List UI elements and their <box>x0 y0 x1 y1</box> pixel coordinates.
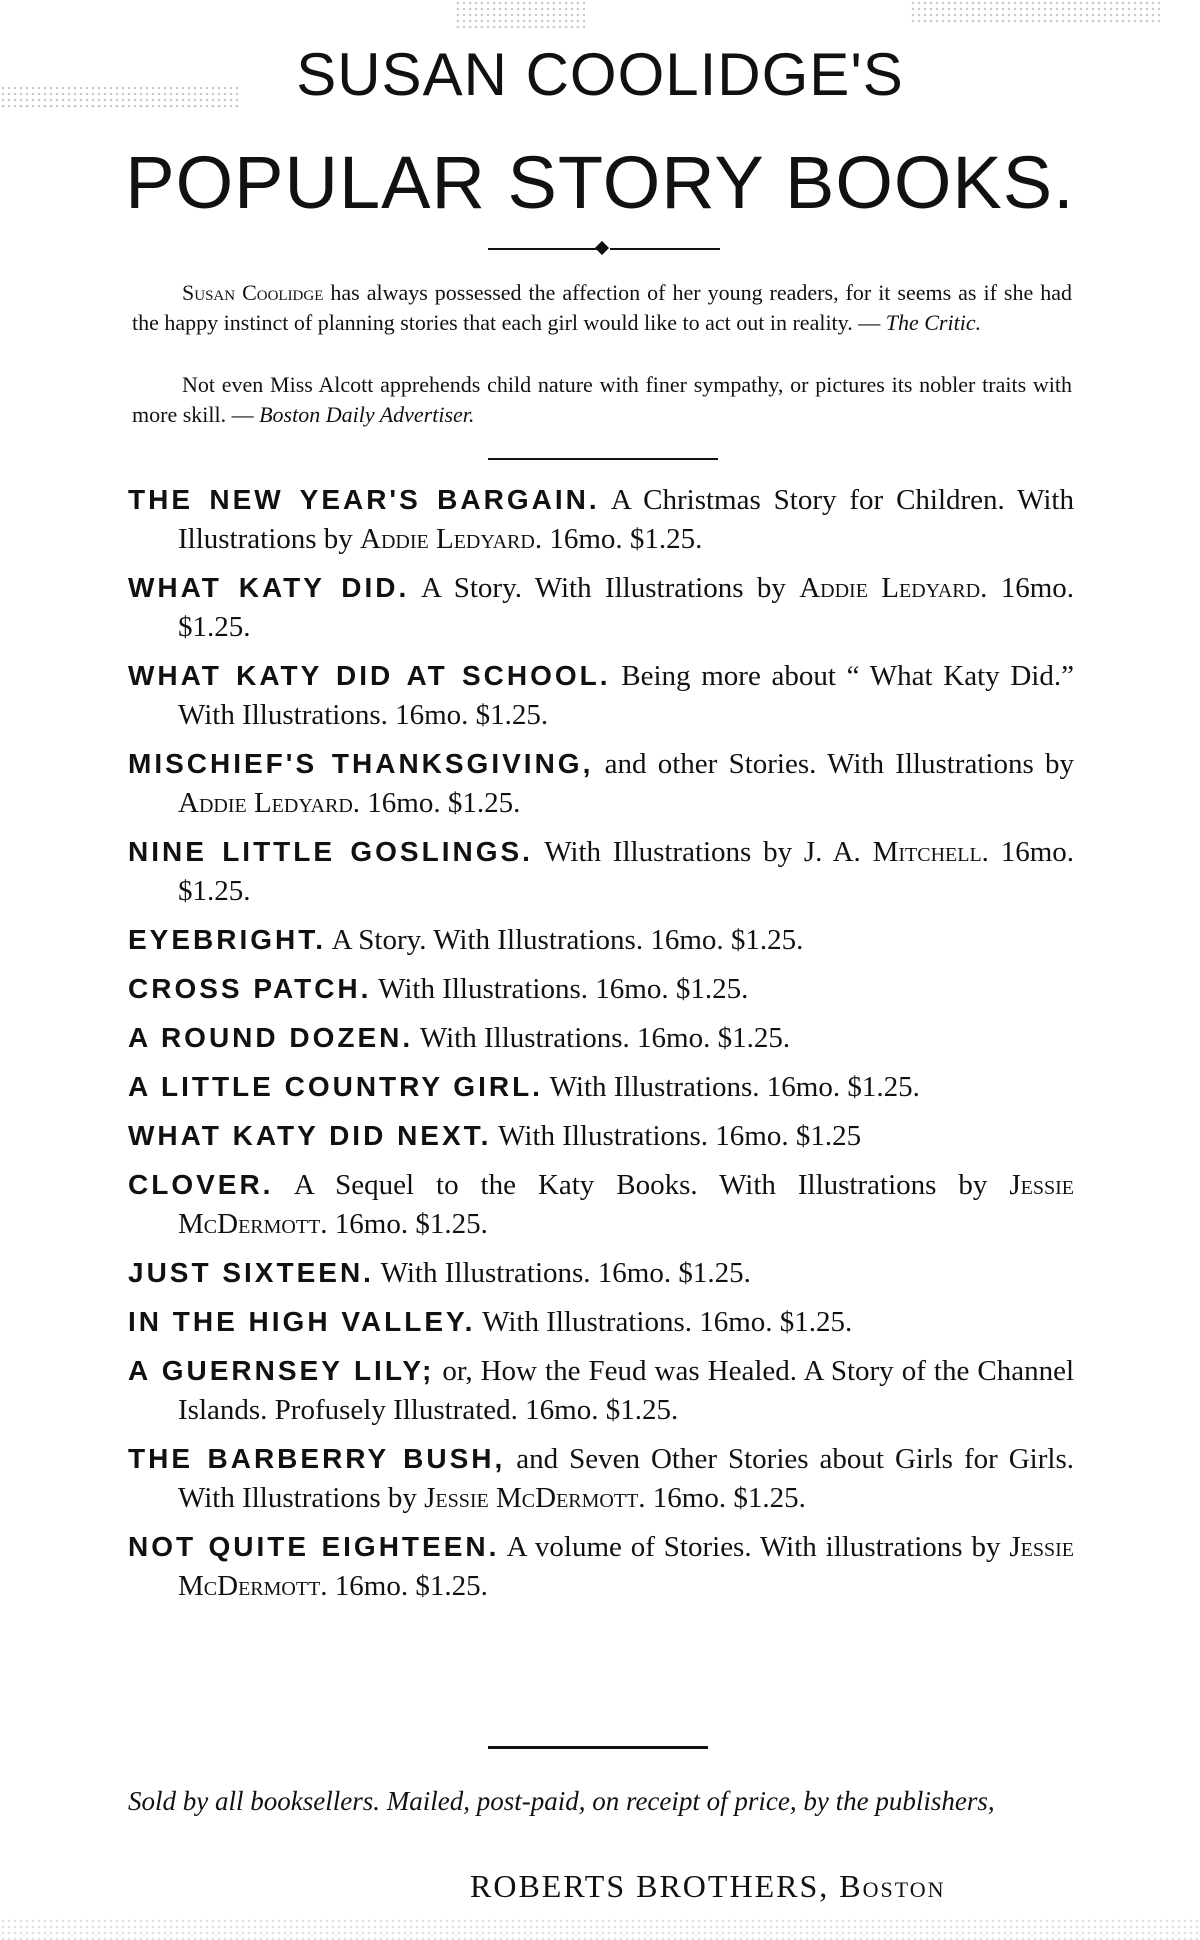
book-illustrator: Jessie McDermott. <box>424 1482 646 1514</box>
scan-speckle-bottom <box>0 1918 1200 1940</box>
list-item <box>128 744 1074 823</box>
book-details: 16mo. $1.25. <box>178 572 1075 643</box>
list-item <box>128 1165 1074 1244</box>
review-advertiser <box>132 370 1072 430</box>
book-description: or, How the Feud was Healed. A Story of the Channel Islands. Profusely Illustrated. <box>178 1355 1075 1426</box>
review-text: has always possessed the affection of her young readers, for it seems as if she had the happy instinct of planning stories that each girl would like to act out in reality. — <box>132 280 1072 335</box>
book-title: EYEBRIGHT. <box>128 924 327 955</box>
book-details: 16mo. $1.25. <box>759 1071 920 1103</box>
sales-note: Sold by all booksellers. Mailed, post-paid, on receipt of price, by the publishers, <box>128 1786 995 1816</box>
book-title: A ROUND DOZEN. <box>128 1022 414 1053</box>
list-item <box>128 832 1074 911</box>
book-details: 16mo. $1.25. <box>629 1022 791 1054</box>
book-title: CROSS PATCH. <box>128 973 372 1004</box>
publisher-city: Boston <box>839 1868 946 1904</box>
book-title: WHAT KATY DID. <box>128 572 410 603</box>
book-details: 16mo. $1.25. <box>588 973 749 1005</box>
book-illustrator: Addie Ledyard. <box>360 523 543 555</box>
book-details: 16mo. $1.25. <box>645 1482 806 1514</box>
page-title-line1: SUSAN COOLIDGE'S <box>296 41 904 108</box>
book-title: JUST SIXTEEN. <box>128 1257 374 1288</box>
scan-speckle-top-center <box>455 0 585 28</box>
publisher-name: ROBERTS BROTHERS, <box>470 1868 830 1904</box>
book-description: With Illustrations. <box>475 1306 692 1338</box>
book-description: With Illustrations by J. A. <box>532 836 873 868</box>
book-details: 16mo. $1.25. <box>590 1257 751 1289</box>
title-divider-right <box>610 248 720 250</box>
book-description: A Christmas Story for Children. With Illustrations by <box>178 484 1074 555</box>
book-title: WHAT KATY DID AT SCHOOL. <box>128 660 611 691</box>
book-title: NINE LITTLE GOSLINGS. <box>128 836 533 867</box>
book-details: 16mo. $1.25. <box>327 1208 488 1240</box>
book-title: IN THE HIGH VALLEY. <box>128 1306 476 1337</box>
book-illustrator: Jessie McDermott. <box>178 1531 1074 1602</box>
book-description: A Story. With Illustrations by <box>409 572 800 604</box>
book-description: With Illustrations. <box>542 1071 760 1103</box>
book-description: With Illustrations. <box>491 1120 709 1152</box>
list-item <box>128 969 1074 1009</box>
book-details: 16mo. $1.25. <box>643 924 804 956</box>
book-details: 16mo. $1.25 <box>708 1120 862 1152</box>
book-description: and other Stories. With Illustrations by <box>593 748 1074 780</box>
book-title: THE BARBERRY BUSH, <box>128 1443 506 1474</box>
book-title: THE NEW YEAR'S BARGAIN. <box>128 484 600 515</box>
book-details: 16mo. $1.25. <box>387 699 549 731</box>
book-description: A Story. With Illustrations. <box>326 924 644 956</box>
list-item <box>128 568 1074 647</box>
review-source: Boston Daily Advertiser. <box>259 402 475 427</box>
book-title: A LITTLE COUNTRY GIRL. <box>128 1071 543 1102</box>
page-title-line2: POPULAR STORY BOOKS. <box>125 141 1075 224</box>
scan-speckle-top-right <box>910 0 1160 24</box>
book-description: With Illustrations. <box>371 973 589 1005</box>
book-illustrator: Addie Ledyard. <box>799 572 988 604</box>
book-details: 16mo. $1.25. <box>542 523 703 555</box>
list-item <box>128 1439 1074 1518</box>
book-description: and Seven Other Stories about Girls for Girls. With Illustrations by <box>178 1443 1074 1514</box>
list-item <box>128 1116 1074 1156</box>
reviews-divider <box>488 458 718 460</box>
list-item <box>128 656 1074 735</box>
list-item <box>128 1351 1074 1430</box>
book-details: 16mo. $1.25. <box>517 1394 679 1426</box>
book-title: A GUERNSEY LILY; <box>128 1355 435 1386</box>
book-illustrator: Addie Ledyard. <box>178 787 361 819</box>
review-source: The Critic. <box>885 310 982 335</box>
book-description: Being more about “ What Katy Did.” With Illustrations. <box>178 660 1074 731</box>
book-title: MISCHIEF'S THANKSGIVING, <box>128 748 594 779</box>
book-illustrator: Mitchell. <box>872 836 989 868</box>
footer-divider <box>488 1746 708 1749</box>
book-illustrator: Jessie McDermott. <box>178 1169 1074 1240</box>
book-description: A Sequel to the Katy Books. With Illustrations by <box>273 1169 1010 1201</box>
list-item <box>128 920 1074 960</box>
review-author: Susan Coolidge <box>182 280 324 305</box>
list-item <box>128 1302 1074 1342</box>
publisher-line <box>470 1868 946 1905</box>
book-details: 16mo. $1.25. <box>178 836 1074 907</box>
list-item <box>128 1018 1074 1058</box>
book-details: 16mo. $1.25. <box>691 1306 853 1338</box>
divider-diamond-ornament <box>595 241 609 255</box>
book-title: WHAT KATY DID NEXT. <box>128 1120 492 1151</box>
review-text: Not even Miss Alcott apprehends child nature with finer sympathy, or pictures its nobler traits with more skill. — <box>132 372 1072 427</box>
book-title: NOT QUITE EIGHTEEN. <box>128 1531 500 1562</box>
list-item <box>128 480 1074 559</box>
book-description: A volume of Stories. With illustrations by <box>499 1531 1010 1563</box>
list-item <box>128 1067 1074 1107</box>
book-details: 16mo. $1.25. <box>360 787 521 819</box>
book-description: With Illustrations. <box>413 1022 630 1054</box>
title-divider-left <box>488 248 598 250</box>
book-list <box>128 480 1074 1615</box>
list-item <box>128 1253 1074 1293</box>
review-critic <box>132 278 1072 338</box>
book-title: CLOVER. <box>128 1169 274 1200</box>
list-item <box>128 1527 1074 1606</box>
book-description: With Illustrations. <box>373 1257 591 1289</box>
book-details: 16mo. $1.25. <box>327 1570 488 1602</box>
